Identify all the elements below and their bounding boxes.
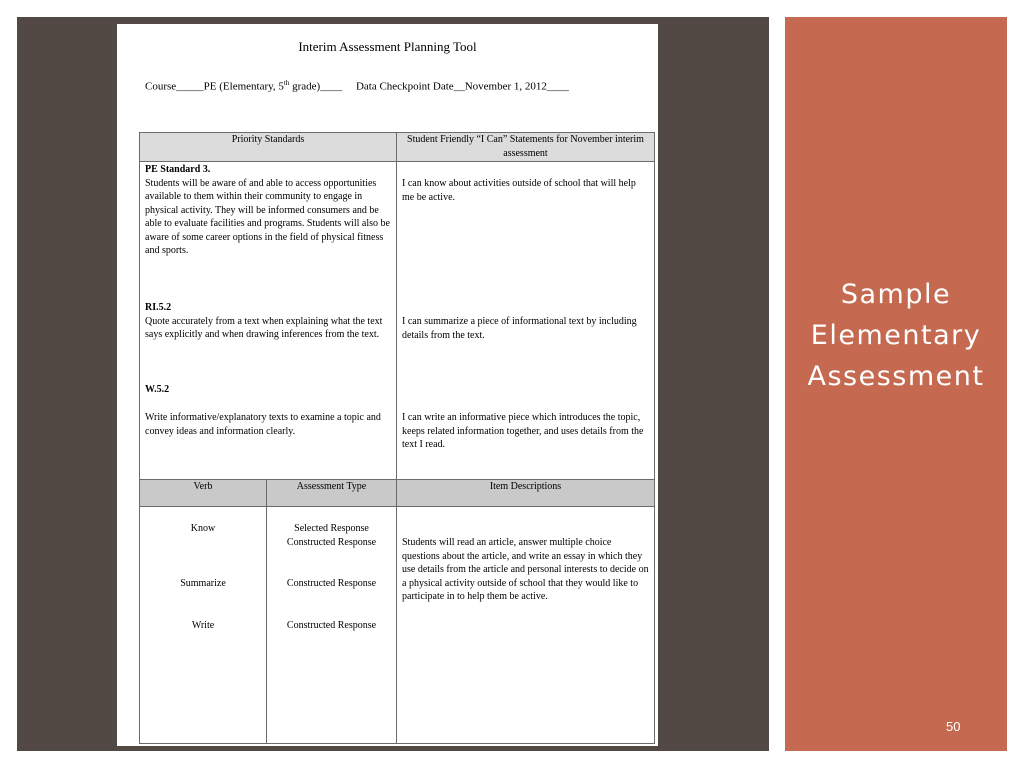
document-page xyxy=(117,24,658,746)
title-side-panel xyxy=(785,17,1007,751)
course-line-prefix: Course_____PE (Elementary, 5 xyxy=(145,80,284,93)
verb-write: Write xyxy=(191,620,215,631)
slide-title-line: Elementary xyxy=(810,320,982,351)
standards-cell xyxy=(140,162,397,483)
standard-code: W.5.2 xyxy=(145,384,170,395)
standard-code: RI.5.2 xyxy=(145,302,172,313)
standard-code: PE Standard 3. xyxy=(145,164,211,175)
standard-block-pe3 xyxy=(145,163,391,258)
standard-text: Students will be aware of and able to access opportunities available to them within their community to engage in physical activity. They will be informed consumers and be able to evaluate facilities and programs. Students will also be aware of some career options in the field of physical fitness and sports. xyxy=(145,177,390,256)
standard-text: Quote accurately from a text when explaining what the text says explicitly and when drawing inferences from the text. xyxy=(145,315,383,340)
standard-block-w52 xyxy=(145,383,391,397)
slide-page-number: 50 xyxy=(946,719,961,734)
type-constructed-response: Constructed Response xyxy=(286,537,377,548)
i-can-cell xyxy=(397,162,655,483)
i-can-statement: I can know about activities outside of school that will help me be active. xyxy=(402,178,636,203)
header-verb: Verb xyxy=(140,480,267,507)
priority-standards-table xyxy=(139,132,655,483)
slide-title-line: Sample xyxy=(840,279,952,310)
document-title: Interim Assessment Planning Tool xyxy=(298,39,477,54)
type-constructed-response: Constructed Response xyxy=(286,620,377,631)
item-description: Students will read an article, answer multiple choice questions about the article, and write an essay in which they use details from the article and personal interests to decide on a physical activity outside of school that they would like to participate in to help them be active. xyxy=(402,537,649,602)
header-assessment-type: Assessment Type xyxy=(267,480,397,507)
i-can-statement: I can write an informative piece which introduces the topic, keeps related information together, and uses details from the text I read. xyxy=(402,412,644,450)
verb-know: Know xyxy=(190,523,216,534)
type-selected-response: Selected Response xyxy=(294,523,369,534)
assessment-body-row xyxy=(140,507,655,744)
i-can-statement: I can summarize a piece of informational text by including details from the text. xyxy=(402,316,637,341)
verb-cell xyxy=(140,507,267,744)
standard-block-w52-text xyxy=(145,411,391,438)
course-line-suffix: grade)____ Data Checkpoint Date__November 1, 2012____ xyxy=(289,80,569,93)
course-line xyxy=(145,79,569,93)
course-line-superscript: th xyxy=(283,79,290,87)
standard-text: Write informative/explanatory texts to examine a topic and convey ideas and information clearly. xyxy=(145,412,381,437)
header-i-can-statements: Student Friendly “I Can” Statements for November interim assessment xyxy=(397,133,655,162)
assessment-type-cell xyxy=(267,507,397,744)
header-item-descriptions: Item Descriptions xyxy=(397,480,655,507)
type-constructed-response: Constructed Response xyxy=(286,578,377,589)
slide-title-line: Assessment xyxy=(807,361,985,392)
standards-header-row xyxy=(140,133,655,162)
verb-summarize: Summarize xyxy=(180,578,226,589)
assessment-table xyxy=(139,479,655,744)
standard-block-ri52 xyxy=(145,301,391,342)
assessment-header-row xyxy=(140,480,655,507)
slide-title xyxy=(785,274,1007,397)
item-description-cell xyxy=(397,507,655,744)
standards-body-row xyxy=(140,162,655,483)
header-priority-standards: Priority Standards xyxy=(140,133,397,162)
